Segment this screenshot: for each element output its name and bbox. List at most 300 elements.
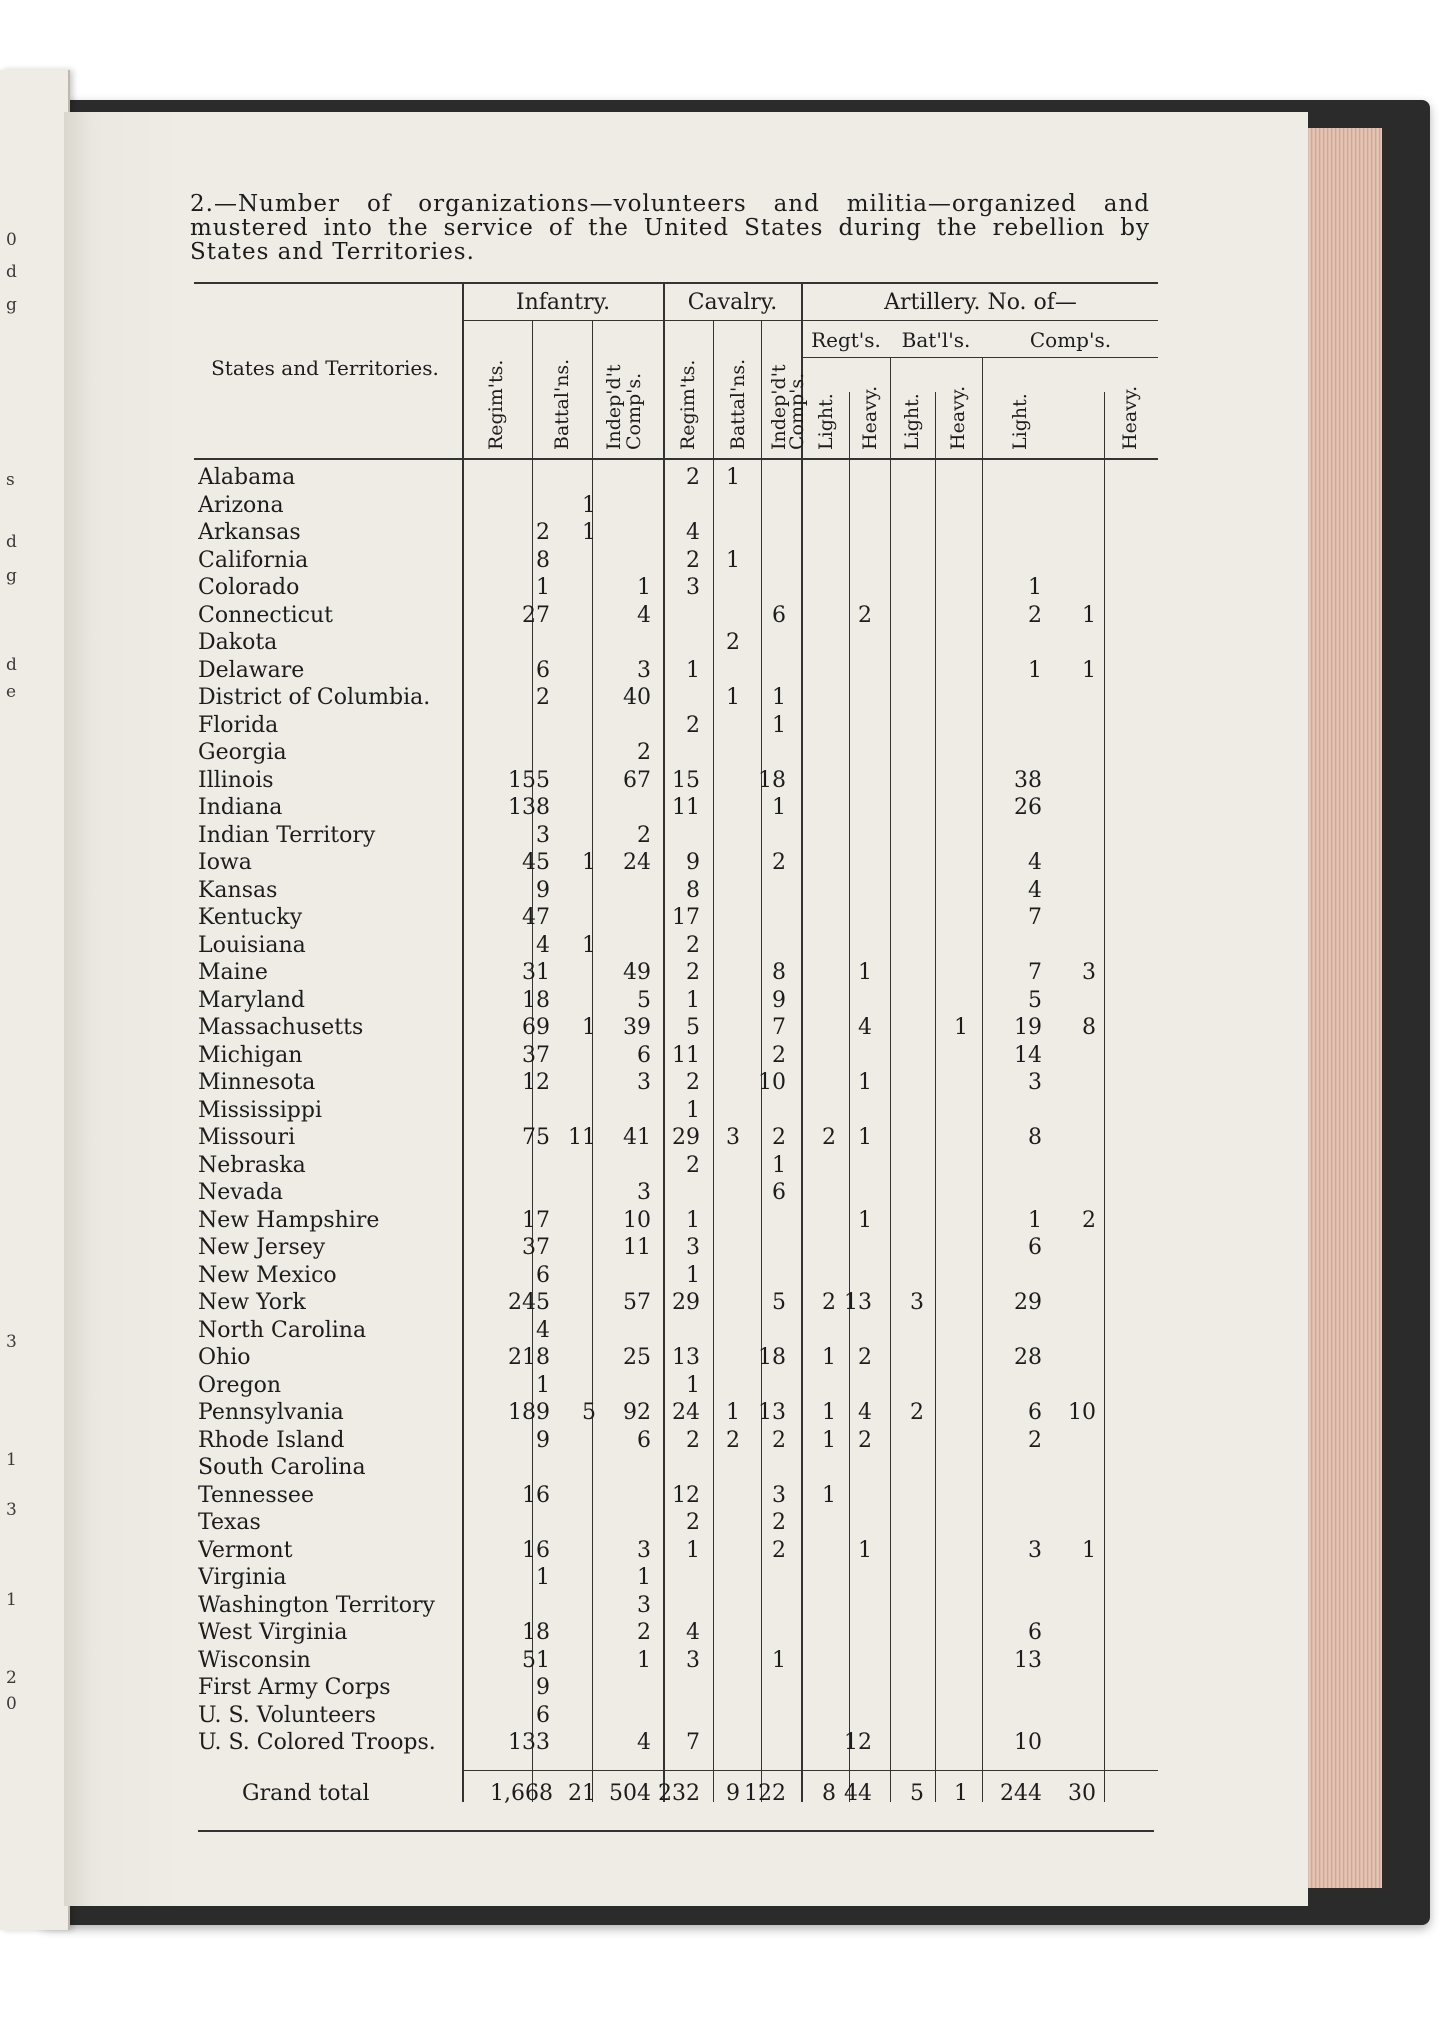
table-cell: 38 bbox=[1014, 767, 1042, 793]
state-name: Missouri bbox=[198, 1125, 296, 1150]
table-cell: 138 bbox=[508, 795, 550, 820]
state-name: Tennessee bbox=[198, 1482, 314, 1508]
table-cell: 1 bbox=[858, 1125, 872, 1150]
state-name: First Army Corps bbox=[198, 1675, 391, 1700]
table-row bbox=[64, 822, 1308, 849]
cavalry-indep-header-1: Indep'd't bbox=[768, 364, 790, 450]
table-cell: 244 bbox=[1000, 1781, 1042, 1806]
table-cell: 2 bbox=[536, 685, 550, 710]
table-cell: 39 bbox=[623, 1015, 651, 1040]
table-row bbox=[64, 794, 1308, 821]
table-cell: 3 bbox=[686, 1235, 700, 1260]
state-name: Alabama bbox=[198, 465, 296, 490]
state-name: Colorado bbox=[198, 575, 300, 600]
table-cell: 3 bbox=[637, 1180, 651, 1205]
state-name: Indian Territory bbox=[198, 822, 376, 848]
table-cell: 37 bbox=[522, 1042, 550, 1068]
table-cell: 2 bbox=[686, 1510, 700, 1535]
table-cell: 2 bbox=[637, 740, 651, 765]
left-page-fragment: g bbox=[6, 295, 17, 315]
table-cell: 1 bbox=[772, 712, 786, 738]
table-row bbox=[64, 1427, 1308, 1454]
comps-group-header: Comp's. bbox=[1029, 328, 1112, 352]
table-cell: 1 bbox=[858, 960, 872, 985]
state-name: Rhode Island bbox=[198, 1427, 345, 1453]
table-cell: 10 bbox=[1068, 1400, 1096, 1425]
table-cell: 1 bbox=[726, 465, 740, 490]
right-page bbox=[64, 112, 1308, 1906]
table-row bbox=[64, 959, 1308, 986]
table-cell: 27 bbox=[522, 602, 550, 628]
table-cell: 2 bbox=[772, 1125, 786, 1150]
state-name: Louisiana bbox=[198, 932, 306, 958]
left-page-fragment: 2 bbox=[6, 1668, 17, 1688]
table-cell: 7 bbox=[1028, 960, 1042, 985]
state-name: Nebraska bbox=[198, 1152, 306, 1178]
table-row bbox=[64, 629, 1308, 656]
table-cell: 6 bbox=[536, 1702, 550, 1728]
table-row bbox=[64, 1729, 1308, 1756]
table-cell: 3 bbox=[637, 1537, 651, 1563]
state-name: Arkansas bbox=[198, 520, 301, 545]
state-name: New Jersey bbox=[198, 1235, 326, 1260]
table-row bbox=[64, 547, 1308, 574]
table-cell: 11 bbox=[623, 1235, 651, 1260]
table-cell: 1 bbox=[637, 575, 651, 600]
state-name: New Hampshire bbox=[198, 1207, 380, 1233]
table-cell: 1 bbox=[582, 492, 596, 518]
table-cell: 4 bbox=[536, 1317, 550, 1343]
regts-heavy-header: Heavy. bbox=[859, 385, 881, 450]
left-page-fragment: g bbox=[6, 566, 17, 586]
table-cell: 4 bbox=[637, 602, 651, 628]
table-cell: 5 bbox=[637, 987, 651, 1013]
table-cell: 1 bbox=[726, 1400, 740, 1425]
table-row bbox=[64, 684, 1308, 711]
left-page-fragment: 3 bbox=[6, 1500, 17, 1520]
table-cell: 1 bbox=[582, 1015, 596, 1040]
table-cell: 1 bbox=[686, 1537, 700, 1563]
table-cell: 6 bbox=[536, 657, 550, 683]
table-row bbox=[64, 1152, 1308, 1179]
table-cell: 2 bbox=[772, 1537, 786, 1563]
table-cell: 1 bbox=[1028, 575, 1042, 600]
table-cell: 9 bbox=[536, 877, 550, 903]
comps-light-header: Light. bbox=[1009, 393, 1031, 450]
table-cell: 1 bbox=[686, 1372, 700, 1398]
table-row bbox=[64, 1674, 1308, 1701]
state-name: Georgia bbox=[198, 740, 287, 765]
table-cell: 4 bbox=[536, 932, 550, 958]
table-cell: 3 bbox=[637, 1592, 651, 1618]
table-row bbox=[64, 904, 1308, 931]
table-cell: 44 bbox=[844, 1781, 872, 1806]
table-row bbox=[64, 1647, 1308, 1674]
cavalry-indep-header-2: Comp's. bbox=[786, 372, 808, 450]
table-row bbox=[64, 1372, 1308, 1399]
table-cell: 3 bbox=[1028, 1537, 1042, 1563]
left-page-fragment: 0 bbox=[6, 1694, 17, 1714]
left-page-fragment: 1 bbox=[6, 1590, 17, 1610]
table-cell: 3 bbox=[637, 1070, 651, 1095]
table-cell: 1 bbox=[686, 657, 700, 683]
table-cell: 9 bbox=[536, 1427, 550, 1453]
table-row bbox=[64, 519, 1308, 546]
table-cell: 5 bbox=[772, 1290, 786, 1315]
group-header-rule bbox=[464, 320, 1158, 321]
table-cell: 2 bbox=[686, 960, 700, 985]
table-cell: 3 bbox=[686, 1647, 700, 1673]
table-cell: 122 bbox=[744, 1781, 786, 1806]
state-name: Nevada bbox=[198, 1180, 284, 1205]
table-cell: 1 bbox=[637, 1565, 651, 1590]
state-name: Maryland bbox=[198, 987, 305, 1013]
table-cell: 3 bbox=[536, 822, 550, 848]
left-page bbox=[0, 70, 70, 1930]
state-name: Indiana bbox=[198, 795, 283, 820]
state-name: New York bbox=[198, 1290, 306, 1315]
left-page-fragment: d bbox=[6, 532, 17, 552]
table-cell: 1 bbox=[726, 547, 740, 573]
table-row bbox=[64, 1014, 1308, 1041]
regts-group-header: Regt's. bbox=[811, 328, 881, 352]
table-cell: 1 bbox=[536, 1372, 550, 1398]
table-row bbox=[64, 1509, 1308, 1536]
table-cell: 2 bbox=[686, 547, 700, 573]
table-cell: 2 bbox=[686, 465, 700, 490]
table-row bbox=[64, 1592, 1308, 1619]
table-row bbox=[64, 849, 1308, 876]
table-cell: 6 bbox=[1028, 1620, 1042, 1645]
table-row bbox=[64, 739, 1308, 766]
table-cell: 5 bbox=[910, 1781, 924, 1806]
table-row bbox=[64, 1564, 1308, 1591]
table-cell: 2 bbox=[536, 520, 550, 545]
left-page-fragment: s bbox=[6, 470, 15, 490]
state-name: New Mexico bbox=[198, 1262, 337, 1288]
table-cell: 18 bbox=[758, 767, 786, 793]
table-cell: 6 bbox=[637, 1042, 651, 1068]
table-cell: 1 bbox=[954, 1015, 968, 1040]
table-cell: 15 bbox=[672, 767, 700, 793]
state-name: Vermont bbox=[198, 1537, 293, 1563]
table-cell: 13 bbox=[1014, 1647, 1042, 1673]
table-row bbox=[64, 1317, 1308, 1344]
table-cell: 75 bbox=[522, 1125, 550, 1150]
table-bottom-rule bbox=[198, 1830, 1154, 1832]
table-cell: 8 bbox=[686, 877, 700, 903]
batls-heavy-header: Heavy. bbox=[947, 385, 969, 450]
table-cell: 21 bbox=[568, 1781, 596, 1806]
table-row bbox=[64, 1289, 1308, 1316]
table-cell: 18 bbox=[522, 1620, 550, 1645]
state-name: Texas bbox=[198, 1510, 261, 1535]
table-number: 2. bbox=[190, 191, 214, 217]
table-cell: 12 bbox=[522, 1070, 550, 1095]
table-cell: 10 bbox=[623, 1207, 651, 1233]
table-row bbox=[64, 574, 1308, 601]
table-cell: 1 bbox=[686, 1097, 700, 1123]
table-cell: 26 bbox=[1014, 795, 1042, 820]
state-name: Oregon bbox=[198, 1372, 282, 1398]
table-row bbox=[64, 1097, 1308, 1124]
table-cell: 92 bbox=[623, 1400, 651, 1425]
state-name: Virginia bbox=[198, 1565, 287, 1590]
table-cell: 2 bbox=[910, 1400, 924, 1425]
table-row bbox=[64, 602, 1308, 629]
left-page-fragment: e bbox=[6, 682, 17, 702]
table-cell: 29 bbox=[672, 1290, 700, 1315]
table-cell: 504 bbox=[609, 1781, 651, 1806]
state-name: Ohio bbox=[198, 1345, 251, 1370]
table-cell: 5 bbox=[582, 1400, 596, 1425]
table-cell: 4 bbox=[686, 520, 700, 545]
table-cell: 8 bbox=[536, 547, 550, 573]
table-row bbox=[64, 1344, 1308, 1371]
table-cell: 2 bbox=[686, 712, 700, 738]
table-cell: 3 bbox=[686, 575, 700, 600]
state-name: North Carolina bbox=[198, 1317, 367, 1343]
state-name: Dakota bbox=[198, 630, 278, 655]
table-cell: 245 bbox=[508, 1290, 550, 1315]
table-cell: 1 bbox=[1028, 657, 1042, 683]
table-cell: 29 bbox=[672, 1125, 700, 1150]
left-page-fragment: d bbox=[6, 262, 17, 282]
table-cell: 69 bbox=[522, 1015, 550, 1040]
infantry-regiments-header: Regim'ts. bbox=[485, 359, 507, 450]
table-cell: 1 bbox=[536, 1565, 550, 1590]
state-name: Florida bbox=[198, 712, 279, 738]
state-name: California bbox=[198, 547, 309, 573]
table-row bbox=[64, 712, 1308, 739]
table-cell: 37 bbox=[522, 1235, 550, 1260]
table-cell: 10 bbox=[758, 1070, 786, 1095]
state-name: South Carolina bbox=[198, 1455, 366, 1480]
table-cell: 6 bbox=[1028, 1235, 1042, 1260]
table-cell: 3 bbox=[637, 657, 651, 683]
table-cell: 13 bbox=[844, 1290, 872, 1315]
table-cell: 1 bbox=[726, 685, 740, 710]
table-cell: 11 bbox=[672, 1042, 700, 1068]
cavalry-header: Cavalry. bbox=[687, 290, 778, 315]
table-cell: 67 bbox=[623, 767, 651, 793]
table-cell: 5 bbox=[686, 1015, 700, 1040]
table-cell: 1 bbox=[536, 575, 550, 600]
table-cell: 2 bbox=[858, 602, 872, 628]
table-cell: 6 bbox=[1028, 1400, 1042, 1425]
table-cell: 12 bbox=[672, 1482, 700, 1508]
state-name: Washington Territory bbox=[198, 1592, 435, 1618]
table-row bbox=[64, 1702, 1308, 1729]
table-cell: 13 bbox=[758, 1400, 786, 1425]
table-cell: 4 bbox=[1028, 850, 1042, 875]
table-cell: 9 bbox=[772, 987, 786, 1013]
table-row bbox=[64, 657, 1308, 684]
table-cell: 6 bbox=[772, 1180, 786, 1205]
state-name: Delaware bbox=[198, 657, 305, 683]
table-cell: 24 bbox=[623, 850, 651, 875]
table-cell: 155 bbox=[508, 767, 550, 793]
table-cell: 18 bbox=[758, 1345, 786, 1370]
table-row bbox=[64, 1482, 1308, 1509]
comps-heavy-header: Heavy. bbox=[1119, 385, 1141, 450]
table-cell: 1 bbox=[858, 1537, 872, 1563]
state-name: Maine bbox=[198, 960, 268, 985]
table-cell: 2 bbox=[858, 1427, 872, 1453]
table-cell: 1 bbox=[822, 1345, 836, 1370]
state-name: Arizona bbox=[198, 492, 284, 518]
table-cell: 11 bbox=[568, 1125, 596, 1150]
table-cell: 18 bbox=[522, 987, 550, 1013]
table-cell: 17 bbox=[522, 1207, 550, 1233]
state-name: Kentucky bbox=[198, 905, 303, 930]
table-row bbox=[64, 1042, 1308, 1069]
batls-group-header: Bat'l's. bbox=[901, 328, 971, 352]
regts-light-header: Light. bbox=[815, 393, 837, 450]
state-name: Iowa bbox=[198, 850, 252, 875]
table-cell: 2 bbox=[772, 850, 786, 875]
table-row bbox=[64, 1207, 1308, 1234]
state-name: U. S. Volunteers bbox=[198, 1702, 376, 1728]
table-row bbox=[64, 1179, 1308, 1206]
table-cell: 2 bbox=[637, 822, 651, 848]
table-cell: 2 bbox=[858, 1345, 872, 1370]
total-top-rule bbox=[464, 1770, 1158, 1771]
page-edges bbox=[1300, 128, 1382, 1888]
state-name: Illinois bbox=[198, 767, 274, 793]
table-cell: 12 bbox=[844, 1730, 872, 1755]
state-name: Michigan bbox=[198, 1042, 303, 1068]
table-row bbox=[64, 464, 1308, 491]
table-cell: 1 bbox=[1082, 657, 1096, 683]
table-cell: 45 bbox=[522, 850, 550, 875]
table-cell: 3 bbox=[772, 1482, 786, 1508]
state-name: Kansas bbox=[198, 877, 278, 903]
table-cell: 1 bbox=[582, 850, 596, 875]
table-cell: 189 bbox=[508, 1400, 550, 1425]
table-cell: 9 bbox=[536, 1675, 550, 1700]
left-page-fragment: d bbox=[6, 655, 17, 675]
table-cell: 47 bbox=[522, 905, 550, 930]
table-cell: 1 bbox=[822, 1400, 836, 1425]
header-bottom-rule bbox=[194, 458, 1158, 460]
table-cell: 25 bbox=[623, 1345, 651, 1370]
table-cell: 232 bbox=[658, 1781, 700, 1806]
table-cell: 8 bbox=[1082, 1015, 1096, 1040]
table-cell: 49 bbox=[623, 960, 651, 985]
table-cell: 1 bbox=[772, 1152, 786, 1178]
table-cell: 2 bbox=[1082, 1207, 1096, 1233]
table-cell: 1 bbox=[954, 1781, 968, 1806]
total-row bbox=[64, 1780, 1308, 1807]
table-cell: 2 bbox=[686, 1152, 700, 1178]
table-cell: 2 bbox=[772, 1042, 786, 1068]
states-header: States and Territories. bbox=[211, 356, 439, 380]
table-cell: 2 bbox=[772, 1427, 786, 1453]
state-name: U. S. Colored Troops. bbox=[198, 1730, 436, 1755]
table-cell: 4 bbox=[637, 1730, 651, 1755]
table-row bbox=[64, 492, 1308, 519]
table-cell: 2 bbox=[637, 1620, 651, 1645]
table-cell: 6 bbox=[536, 1262, 550, 1288]
table-cell: 8 bbox=[772, 960, 786, 985]
table-cell: 1 bbox=[822, 1482, 836, 1508]
table-cell: 1 bbox=[858, 1207, 872, 1233]
table-cell: 1 bbox=[1082, 602, 1096, 628]
state-name: District of Columbia. bbox=[198, 685, 431, 710]
table-cell: 2 bbox=[726, 630, 740, 655]
state-name: West Virginia bbox=[198, 1620, 348, 1645]
table-row bbox=[64, 1619, 1308, 1646]
table-cell: 2 bbox=[822, 1290, 836, 1315]
table-cell: 133 bbox=[508, 1730, 550, 1755]
table-cell: 4 bbox=[1028, 877, 1042, 903]
left-page-fragment: 3 bbox=[6, 1332, 17, 1352]
table-cell: 13 bbox=[672, 1345, 700, 1370]
table-cell: 1 bbox=[686, 1207, 700, 1233]
table-cell: 2 bbox=[1028, 602, 1042, 628]
table-cell: 6 bbox=[772, 602, 786, 628]
table-cell: 218 bbox=[508, 1345, 550, 1370]
table-cell: 3 bbox=[1028, 1070, 1042, 1095]
table-cell: 1 bbox=[637, 1647, 651, 1673]
infantry-battalions-header: Battal'ns. bbox=[551, 358, 573, 450]
table-cell: 7 bbox=[772, 1015, 786, 1040]
table-cell: 11 bbox=[672, 795, 700, 820]
cavalry-battalions-header: Battal'ns. bbox=[727, 358, 749, 450]
table-cell: 2 bbox=[772, 1510, 786, 1535]
table-row bbox=[64, 1069, 1308, 1096]
table-row bbox=[64, 1454, 1308, 1481]
table-cell: 7 bbox=[686, 1730, 700, 1755]
infantry-header: Infantry. bbox=[515, 290, 611, 315]
table-cell: 51 bbox=[522, 1647, 550, 1673]
table-cell: 1 bbox=[582, 520, 596, 545]
table-cell: 10 bbox=[1014, 1730, 1042, 1755]
table-cell: 2 bbox=[1028, 1427, 1042, 1453]
left-page-fragment: 1 bbox=[6, 1450, 17, 1470]
table-cell: 1 bbox=[772, 685, 786, 710]
table-cell: 28 bbox=[1014, 1345, 1042, 1370]
table-row bbox=[64, 987, 1308, 1014]
table-cell: 1 bbox=[858, 1070, 872, 1095]
table-cell: 4 bbox=[686, 1620, 700, 1645]
state-name: Pennsylvania bbox=[198, 1400, 344, 1425]
total-label: Grand total bbox=[242, 1781, 370, 1806]
table-cell: 4 bbox=[858, 1400, 872, 1425]
table-row bbox=[64, 877, 1308, 904]
table-cell: 1 bbox=[686, 987, 700, 1013]
state-name: Connecticut bbox=[198, 602, 333, 628]
table-cell: 1 bbox=[1082, 1537, 1096, 1563]
batls-light-header: Light. bbox=[901, 393, 923, 450]
table-cell: 9 bbox=[726, 1781, 740, 1806]
table-cell: 31 bbox=[522, 960, 550, 985]
table-cell: 16 bbox=[522, 1537, 550, 1563]
table-cell: 41 bbox=[623, 1125, 651, 1150]
subgroup-header-rule bbox=[802, 357, 1158, 358]
table-cell: 4 bbox=[858, 1015, 872, 1040]
table-title bbox=[190, 192, 1150, 264]
table-cell: 1 bbox=[1028, 1207, 1042, 1233]
table-cell: 1,668 bbox=[490, 1781, 553, 1806]
state-name: Mississippi bbox=[198, 1097, 322, 1123]
table-row bbox=[64, 1399, 1308, 1426]
table-cell: 7 bbox=[1028, 905, 1042, 930]
table-cell: 6 bbox=[637, 1427, 651, 1453]
infantry-indep-header-1: Indep'd't bbox=[603, 364, 625, 450]
table-row bbox=[64, 1262, 1308, 1289]
